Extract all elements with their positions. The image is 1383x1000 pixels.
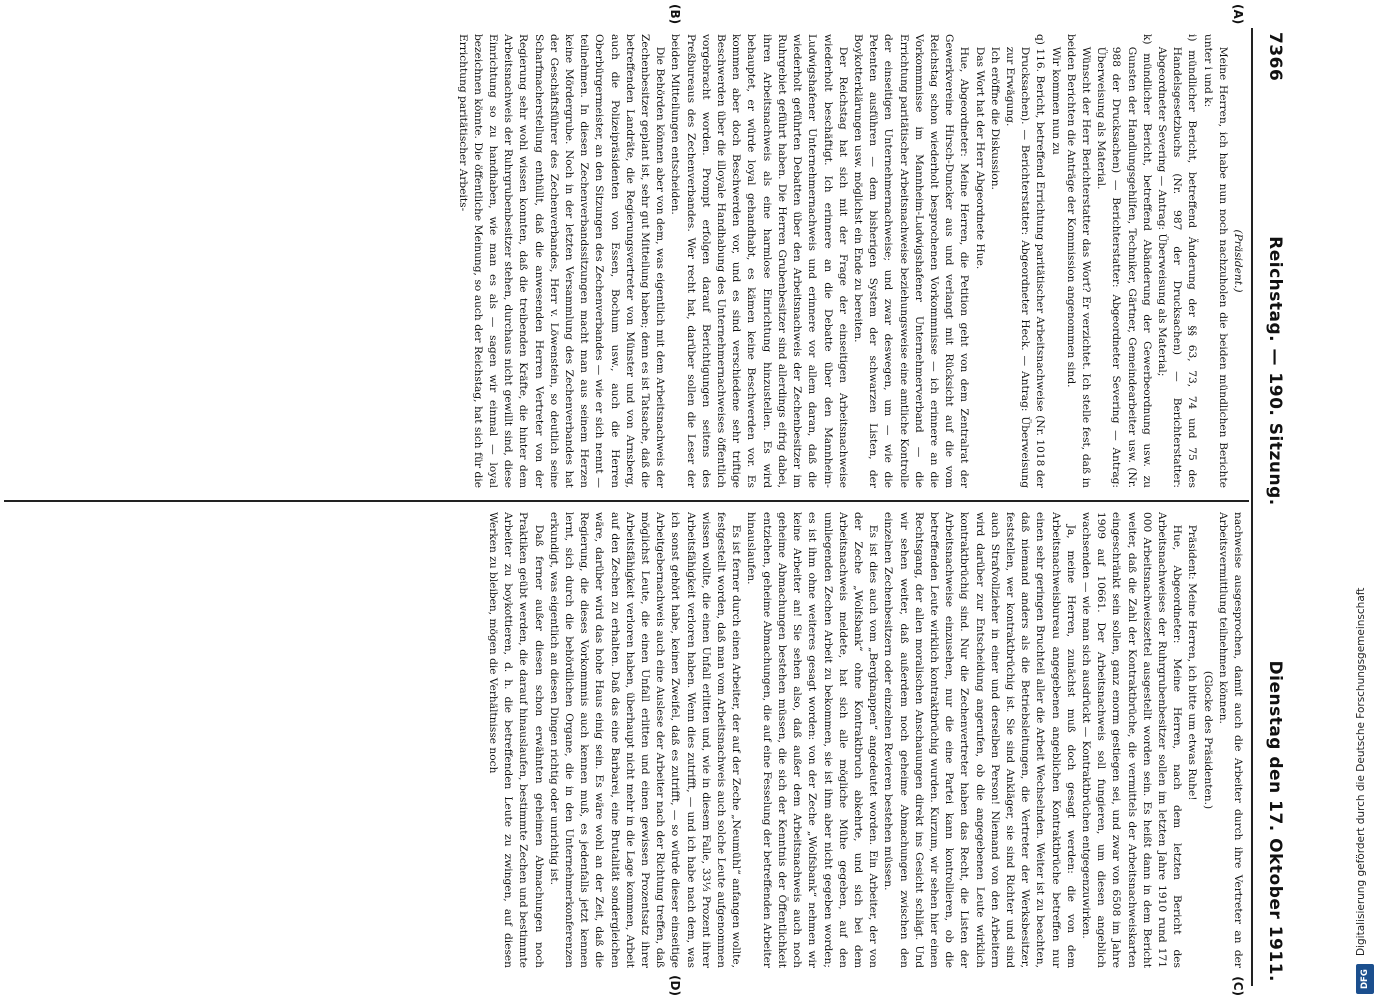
agenda-item-i: i) mündlicher Bericht, betreffend Änderung der §§ 63, 73, 74 und 75 des Handelsgesetzbuchs (Nr. 987 der Drucksachen) — Berichterstatter: Abgeordneter Severing — Antrag: Überweisung als Material;: [1155, 34, 1199, 488]
speech-paragraph: Der Reichstag hat sich mit der Frage der einseitigen Arbeitsnachweise wiederholt beschäftigt. Ich erinnere an die Debatte über den Mannheim-Ludwigshafener Unternehmernachweis und erinnere vor allem daran, daß die wiederholt geführten Debatten über den Arbeitsnachweis der Zechenbesitzer im Ruhrgebiet geführt haben. Die Herren Grubenbesitzer sind allerdings eifrig dabei, ihren Arbeitsnachweis als eine harmlose Einrichtung hinzustellen. Es wird behauptet, er würde loyal gehandhabt, es kämen keine Beschwerden vor. Es kommen aber doch Beschwerden vor, und es sind verschiedene sehr triftige Beschwerden über die illoyale Handhabung des Unternehmernachweises öffentlich vorgebracht worden. Prompt erfolgen darauf Berichtigungen seitens des Preßbureaus des Zechenverbandes. Wer recht hat, darüber sollen die Leser der beiden Mitteilungen entscheiden.: [669, 34, 849, 488]
speech-paragraph: Die Behörden können aber von dem, was eigentlich mit dem Arbeitsnachweis der Zechenbesitzer geplant ist, sehr gut Mitteilung haben; denn es ist Tatsache, daß die betreffenden Landräte, die Regierungsvertreter von Münster und von Arnsberg, auch die Polizeipräsidenten von Essen, Bochum usw., auch die Herren Oberbürgermeister, an den Sitzungen des Zechenverbandes — wie er sich nennt — teilnehmen. In diesen Zechenverbandssitzungen macht man aus seinem Herzen keine Mördergrube. Noch in der letzten Versammlung des Zechenverbandes hat der Geschäftsführer des Zechenverbandes, Herr v. Löwenstein, so deutlich seine Scharfmacherstellung enthüllt, daß die anwesenden Herren Vertreter von der Regierung sehr wohl wissen konnten, daß die treibenden Kräfte, die hinter dem Arbeitsnachweis der Ruhrgrubenbesitzer stehen, durchaus nicht gewillt sind, diese Einrichtung so zu handhaben, wie man es als — sagen wir einmal — loyal bezeichnen könnte. Die öffentliche Meinung, so auch der Reichstag, hat sich für die Errichtung paritätischer Arbeits-: [456, 34, 667, 488]
paragraph: Wünscht der Herr Berichterstatter das Wort? Er verzichtet. Ich stelle fest, daß in beiden Berichten die Anträge der Kommission angenommen sind.: [1064, 34, 1092, 488]
agenda-item-q: q) 116. Bericht, betreffend Errichtung paritätischer Arbeitsnachweise (Nr. 1018 der Drucksachen). — Berichterstatter: Abgeordneter Heck. — Antrag: Überweisung zur Erwägung.: [1003, 34, 1047, 488]
speech-paragraph: Es ist ferner durch einen Arbeiter, der auf der Zeche „Neumühl“ anfangen wollte, festgestellt worden, daß man vom Arbeitsnachweis auch solche Leute aufgenommen wissen wollte, die einen Unfall erlitten und, wie in diesem Falle, 33⅓ Prozent ihrer Arbeitsfähigkeit verloren haben. Wenn dies zutrifft, — und ich habe nach dem, was ich sonst gehört habe, keinen Zweifel, daß es zutrifft, — so würde dieser einseitige Arbeitgebernachweis auch eine Auslese der Arbeiter nach der Richtung treffen, daß möglichst Leute, die einen Unfall erlitten und einen gewissen Prozentsatz ihrer Arbeitsfähigkeit verloren haben, überhaupt nicht mehr in die Lage kommen, Arbeit auf den Zechen zu erhalten. Daß das eine Barbarei, eine Brutalität sondergleichen wäre, darüber wird das hohe Haus einig sein. Es wäre wohl an der Zeit, daß die Regierung, die dieses Vorkommnis auch kennen muß, es jedenfalls jetzt kennen lernt, sich durch die behördlichen Organe, die in den Unternehmerkonferenzen erkundigt, was eigentlich an diesen Dingen richtig oder unrichtig ist.: [547, 512, 743, 968]
margin-mark-c: (C): [1231, 976, 1245, 996]
agenda-item-k: k) mündlicher Bericht, betreffend Abänderung der Gewerbeordnung usw. zu Gunsten der Handlungsgehilfen, Techniker, Gärtner, Gemeindearbeiter usw. (Nr. 988 der Drucksachen) — Berichterstatter: Abgeordneter Severing — Antrag: Überweisung als Material.: [1095, 34, 1153, 488]
paragraph: Das Wort hat der Herr Abgeordnete Hue.: [973, 46, 986, 270]
page-header: [1255, 32, 1285, 982]
paragraph: Ich eröffne die Diskussion.: [988, 46, 1001, 190]
president-remark: Präsident: Meine Herren, ich bitte um etwas Ruhe!: [1186, 524, 1199, 801]
speech-paragraph: Es ist dies auch vom „Bergknappen“ angedeutet worden. Ein Arbeiter, der von der Zeche „Wolfsbank“ ohne Kontraktbruch abkehrte, und sich bei dem Arbeitsnachweis meldete, hat sich alle mögliche Mühe gegeben, auf den umliegenden Zechen Arbeit zu bekommen, sie ist ihm aber nicht gegeben worden; es ist ihm ohne weiteres gesagt worden: von der Zeche „Wolfsbank“ nehmen wir keine Arbeiter an! Sie sehen also, daß außer dem Arbeitsnachweis auch noch geheime Abmachungen bestehen müssen, die sich der Kenntnis der Öffentlichkeit entziehen, geheime Abmachungen, die auf eine Fesselung der betreffenden Arbeiter hinauslaufen.: [745, 512, 880, 968]
header-rule: [1251, 28, 1253, 986]
page-number: 7366: [1265, 32, 1285, 82]
margin-mark-a: (A): [1231, 4, 1245, 25]
speech-paragraph: Daß ferner außer diesen schon erwähnten geheimen Abmachungen noch Praktiken geübt werden, die darauf hinauslaufen, bestimmte Zechen und bestimmte Arbeiter zu boykottieren, d. h. die betreffenden Leute zu zwingen, auf diesen Werken zu bleiben, mögen die Verhältnisse noch: [487, 512, 545, 968]
speech-paragraph: Hue, Abgeordneter: Meine Herren, die Petition geht von dem Zentralrat der Gewerkvereine Hirsch-Duncker aus und verlangt mit Rücksicht auf die vom Reichstag schon wiederholt besprochenen Vorkommnisse — ich erinnere an die Vorkommnisse im Mannheim-Ludwigshafener Unternehmerverband — die Errichtung paritätischer Arbeitsnachweise beziehungsweise eine amtliche Kontrolle der einseitigen Unternehmernachweise; und zwar deswegen, um — wie die Petenten ausführen — dem bisherigen System der schwarzen Listen, der Boykotterklärungen usw. möglichst ein Ende zu bereiten.: [851, 34, 971, 488]
speaker-note: (Präsident.): [1232, 229, 1244, 293]
left-column: [8, 34, 1245, 488]
session-title: Reichstag. — 190. Sitzung.: [1265, 236, 1285, 506]
paragraph: Meine Herren, ich habe nun noch nachzuholen die beiden mündlichen Berichte unter i und k:: [1201, 34, 1229, 488]
speech-paragraph: nachweise ausgesprochen, damit auch die Arbeiter durch ihre Vertreter an der Arbeitsvermittlung teilnehmen können.: [1216, 512, 1244, 968]
column-divider: [4, 500, 1249, 502]
speech-paragraph: Ja, meine Herren, zunächst muß doch gesagt werden: die von dem Arbeitsnachweisbureau angegebenen angeblichen Kontraktbrüche betreffen nur einen sehr geringen Bruchteil aller die Arbeit Wechselnden. Weiter ist zu beachten, daß niemand anders als die Betriebsleitungen, die Vertreter der Werksbesitzer, feststellen, wer kontraktbrüchig ist. Sie sind Ankläger, sie sind Richter und sind auch Strafvollzieher in einer und derselben Person! Niemand von den Arbeitern wird darüber zur Entscheidung angerufen, ob die angegebenen Leute wirklich kontraktbrüchig sind. Nur die Zechenvertreter haben das Recht, die Listen der Arbeitsnachweise einzusehen, nur die eine Partei kann kontrollieren, ob die betreffenden Leute wirklich kontraktbrüchig wurden. Kurzum, wir sehen hier einen Rechtsgang, der allen moralischen Anschauungen direkt ins Gesicht schlägt. Und wir sehen weiter, daß außerdem noch geheime Abmachungen zwischen den einzelnen Zechenbesitzern oder einzelnen Revieren bestehen müssen.: [882, 512, 1077, 968]
digitization-credit: Digitalisierung gefördert durch die Deutsche Forschungsgemeinschaft: [1355, 587, 1367, 956]
dfg-logo: DFG: [1356, 964, 1374, 994]
margin-mark-b: (B): [668, 4, 682, 25]
paragraph: Wir kommen nun zu: [1049, 46, 1062, 155]
session-date: Dienstag den 17. Oktober 1911.: [1265, 660, 1285, 982]
stage-direction: (Glocke des Präsidenten.): [1201, 670, 1214, 810]
right-column: [8, 512, 1245, 968]
margin-mark-d: (D): [668, 975, 682, 996]
speech-paragraph: Hue, Abgeordneter: Meine Herren, nach dem letzten Bericht des Arbeitsnachweises der Ruhrgrubenbesitzer sollen im letzten Jahre 1910 rund 171 000 Arbeitsnachweiszettel ausgestellt worden sein. Es heißt dann in dem Bericht weiter, daß die Zahl der Kontraktbrüche, die vermittels der Arbeitsnachweiskarten eingeschränkt sein sollen, ganz enorm gestiegen sei, und zwar von 6508 im Jahre 1909 auf 10661. Der Arbeitsnachweis soll fungieren, um diesen angeblich wachsenden — wie man sich ausdrückt — Kontraktbrüchen entgegenzuwirken.: [1079, 512, 1184, 968]
